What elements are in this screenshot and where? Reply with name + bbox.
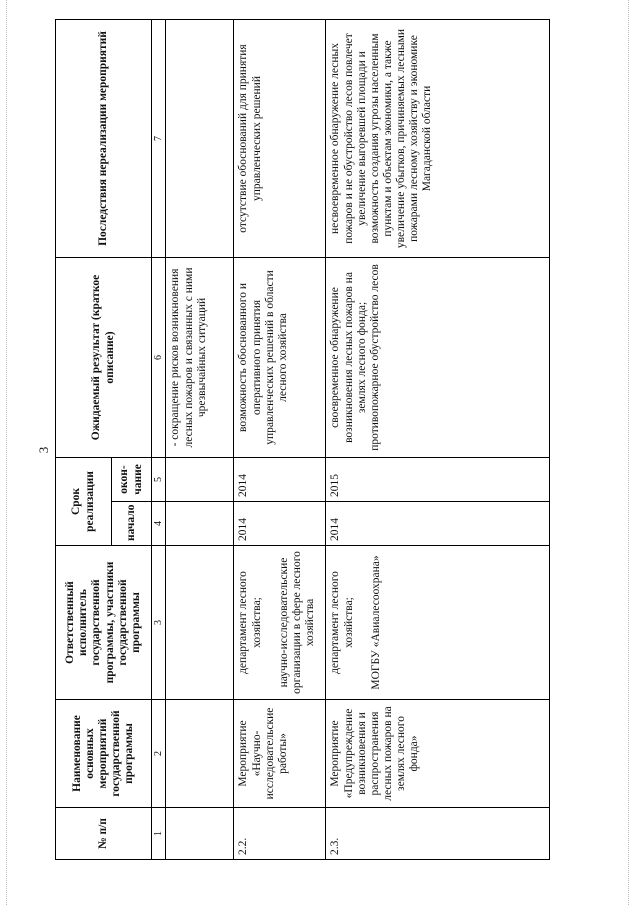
row-executor — [234, 546, 326, 700]
row-executor — [326, 546, 550, 700]
table-row — [326, 19, 550, 859]
row-end: 2015 — [326, 457, 550, 501]
measures-table — [55, 19, 550, 860]
col-number: 3 — [152, 546, 166, 700]
header-start: начало — [112, 502, 152, 546]
executor-line: МОГБУ «Авиалесоохрана» — [369, 555, 382, 690]
header-num: № п/п — [56, 808, 152, 860]
col-number: 7 — [152, 19, 166, 257]
table-row — [234, 19, 326, 859]
executor-line: научно-исследовательские организации в сфере лесного хозяйства — [277, 551, 316, 694]
col-number: 4 — [152, 502, 166, 546]
row-consequences: несвоевременное обнаружение лесных пожаров и не обустройство лесов повлечет увеличение выгоревшей площади и возможность создания угрозы населенным пунктам и объектам экономики, а также увеличение убытков, причиняемых лесными пожарами лесному хозяйству и экономике Магаданской области — [326, 19, 550, 257]
row-name: Мероприятие «Предупреждение возникновения и распространения лесных пожаров на землях лесного фонда» — [326, 700, 550, 808]
row-num: 2.3. — [326, 808, 550, 860]
header-name: Наименование основных мероприятий государственной программы — [56, 700, 152, 808]
header-result: Ожидаемый результат (краткое описание) — [56, 257, 152, 457]
executor-line: департамент лесного хозяйства; — [329, 571, 355, 674]
page-number: 3 — [36, 446, 51, 454]
header-executor: Ответственный исполнитель государственной программы, участники государственной программы — [56, 546, 152, 700]
row-consequences: отсутствие обоснований для принятия управленческих решений — [234, 19, 326, 257]
table-row-continuation — [166, 19, 234, 859]
header-term: Срок реализации — [56, 457, 112, 545]
header-end: окон-чание — [112, 457, 152, 501]
row-end: 2014 — [234, 457, 326, 501]
scan-edge-left — [6, 0, 8, 905]
row-start: 2014 — [326, 502, 550, 546]
col-number: 2 — [152, 700, 166, 808]
header-consequences: Последствия нереализации мероприятий — [56, 19, 152, 257]
executor-line: департамент лесного хозяйства; — [237, 571, 263, 674]
row-name: Мероприятие «Научно-исследовательские работы» — [234, 700, 326, 808]
col-number: 6 — [152, 257, 166, 457]
row-start: 2014 — [234, 502, 326, 546]
scan-edge-right — [628, 0, 630, 905]
row-num: 2.2. — [234, 808, 326, 860]
row-result: возможность обоснованного и оперативного принятия управленческих решений в области лесного хозяйства — [234, 257, 326, 457]
col-number: 1 — [152, 808, 166, 860]
col-number: 5 — [152, 457, 166, 501]
rotated-page — [55, 10, 550, 860]
continuation-result: - сокращение рисков возникновения лесных пожаров и связанных с ними чрезвычайных ситуаций — [166, 257, 234, 457]
row-result: своевременное обнаружение возникновения лесных пожаров на землях лесного фонда; противопожарное обустройство лесов — [326, 257, 550, 457]
